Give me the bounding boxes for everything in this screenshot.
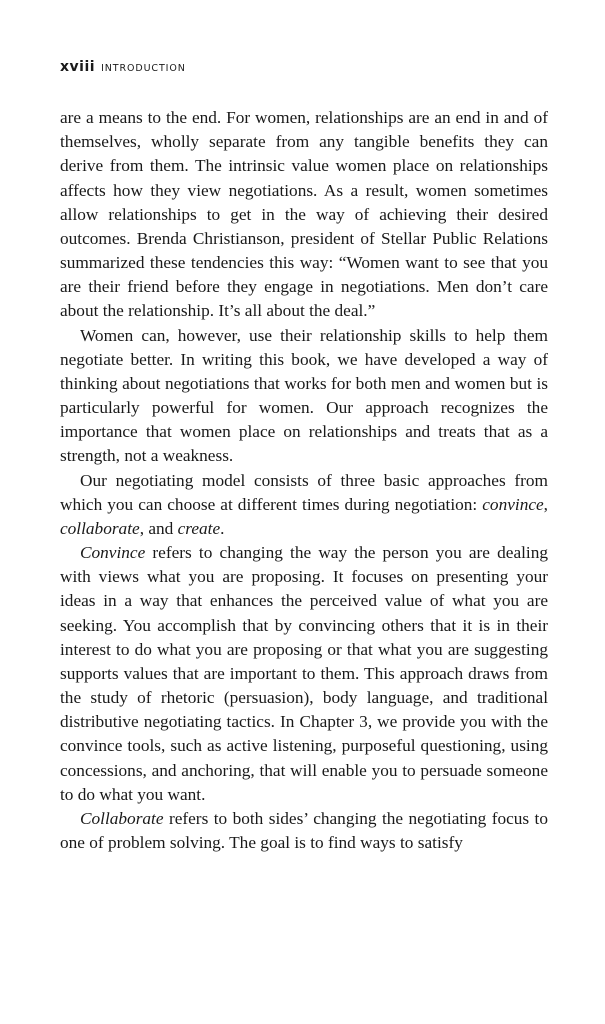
paragraph: are a means to the end. For women, relationships are an end in and of themselves, wholly separate from any tangible benefits they can derive from them. The intrinsic value women place on relationships affects how they view negotiations. As a result, women sometimes allow relationships to get in the way of achieving their desired outcomes. Brenda Christianson, president of Stellar Public Relations summarized these tendencies this way: “Women want to see that you are their friend before they engage in negotiations. Men don’t care about the relationship. It’s all about the deal.” [60, 108, 548, 321]
page-number: xviii [60, 59, 96, 75]
paragraph-text: Our negotiating model consists of three basic approaches from which you can choose at different times during negotiation: [60, 470, 548, 514]
term-create: create [177, 518, 221, 538]
term-convince: convince [482, 494, 544, 514]
paragraph [60, 469, 548, 542]
term-collaborate: Collaborate [80, 808, 164, 828]
term-collaborate: collaborate [60, 518, 140, 538]
body-text [60, 106, 548, 855]
paragraph-end: . [220, 518, 225, 538]
running-head [60, 56, 186, 75]
paragraph-text: refers to changing the way the person you are dealing with views what you are proposing. It focuses on presenting your ideas in a way that enhances the perceived value of what you are seeking. You accomplish that by convincing others that it is in their interest to do what you are proposing or that what you are suggesting supports values that are important to them. This approach draws from the study of rhetoric (persuasion), body language, and traditional distributive negotiating tactics. In Chapter 3, we provide you with the convince tools, such as active listening, purposeful questioning, using concessions, and anchoring, that will enable you to persuade someone to do what you want. [60, 543, 548, 804]
paragraph [60, 807, 548, 855]
term-convince: Convince [80, 543, 146, 563]
separator: , [543, 494, 548, 514]
section-title: INTRODUCTION [101, 63, 186, 74]
paragraph: Women can, however, use their relationship skills to help them negotiate better. In writing this book, we have developed a way of thinking about negotiations that works for both men and women but is particularly powerful for women. Our approach recognizes the importance that women place on relationships and treats that as a strength, not a weakness. [60, 325, 548, 466]
paragraph-text: refers to both sides’ changing the negotiating focus to one of problem solving. The goal is to find ways to satisfy [60, 808, 548, 853]
separator: , and [139, 518, 178, 538]
paragraph [60, 541, 548, 807]
